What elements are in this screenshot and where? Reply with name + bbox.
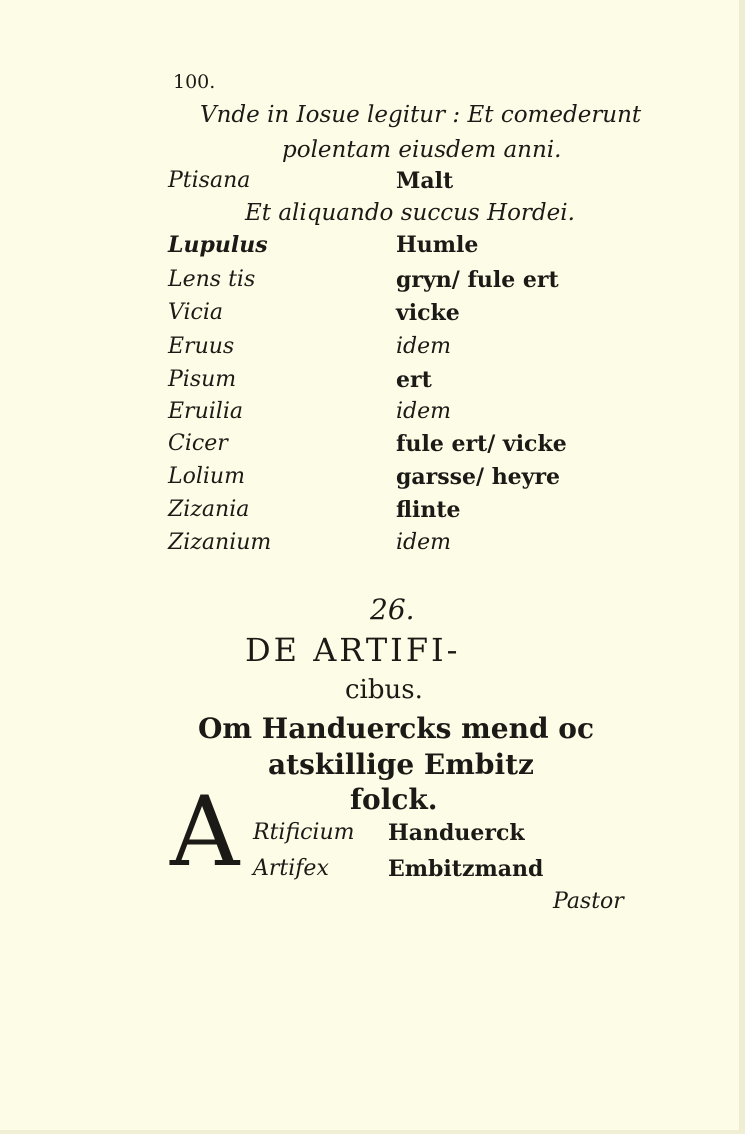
page-number: 100. [173,71,216,93]
page-edge-right [739,0,745,1134]
vernacular-term: flinte [396,497,461,523]
header-line-2: polentam eiusdem anni. [282,137,562,163]
vernacular-term: Handuerck [388,820,525,846]
latin-term: Artifex [253,856,329,881]
header-line-1: Vnde in Iosue legitur : Et comederunt [200,102,642,128]
vernacular-term: idem [396,530,451,555]
section-title-vernacular-3: folck. [350,783,438,816]
vernacular-term: vicke [396,300,460,326]
latin-term: Zizania [168,497,250,522]
latin-term: Lupulus [168,232,268,258]
section-number: 26. [370,593,415,626]
vernacular-term: fule ert/ vicke [396,431,567,457]
vernacular-term: gryn/ fule ert [396,267,559,293]
latin-term-ptisana: Ptisana [168,168,251,193]
latin-term: Eruilia [168,399,243,424]
vernacular-term: idem [396,399,451,424]
latin-term: Rtificium [253,820,355,845]
latin-term: Zizanium [168,530,272,555]
header-line-3: Et aliquando succus Hordei. [245,200,575,226]
vernacular-term: idem [396,334,451,359]
section-title-vernacular-1: Om Handuercks mend oc [198,712,595,745]
section-title-latin-cont: cibus. [345,675,423,705]
latin-term: Pisum [168,367,237,392]
drop-cap-letter: A [170,776,240,888]
section-title-vernacular-2: atskillige Embitz [268,748,534,781]
latin-term: Lolium [168,464,245,489]
vernacular-term: ert [396,367,432,393]
vernacular-term: Embitzmand [388,856,544,882]
page-edge-bottom [0,1130,745,1134]
latin-term: Cicer [168,431,228,456]
vernacular-term-malt: Malt [396,168,454,194]
section-title-latin: DE ARTIFI- [245,631,461,669]
catchword: Pastor [553,889,624,914]
latin-term: Vicia [168,300,224,325]
vernacular-term: garsse/ heyre [396,464,561,490]
latin-term: Lens tis [168,267,256,292]
latin-term: Eruus [168,334,235,359]
vernacular-term: Humle [396,232,479,258]
